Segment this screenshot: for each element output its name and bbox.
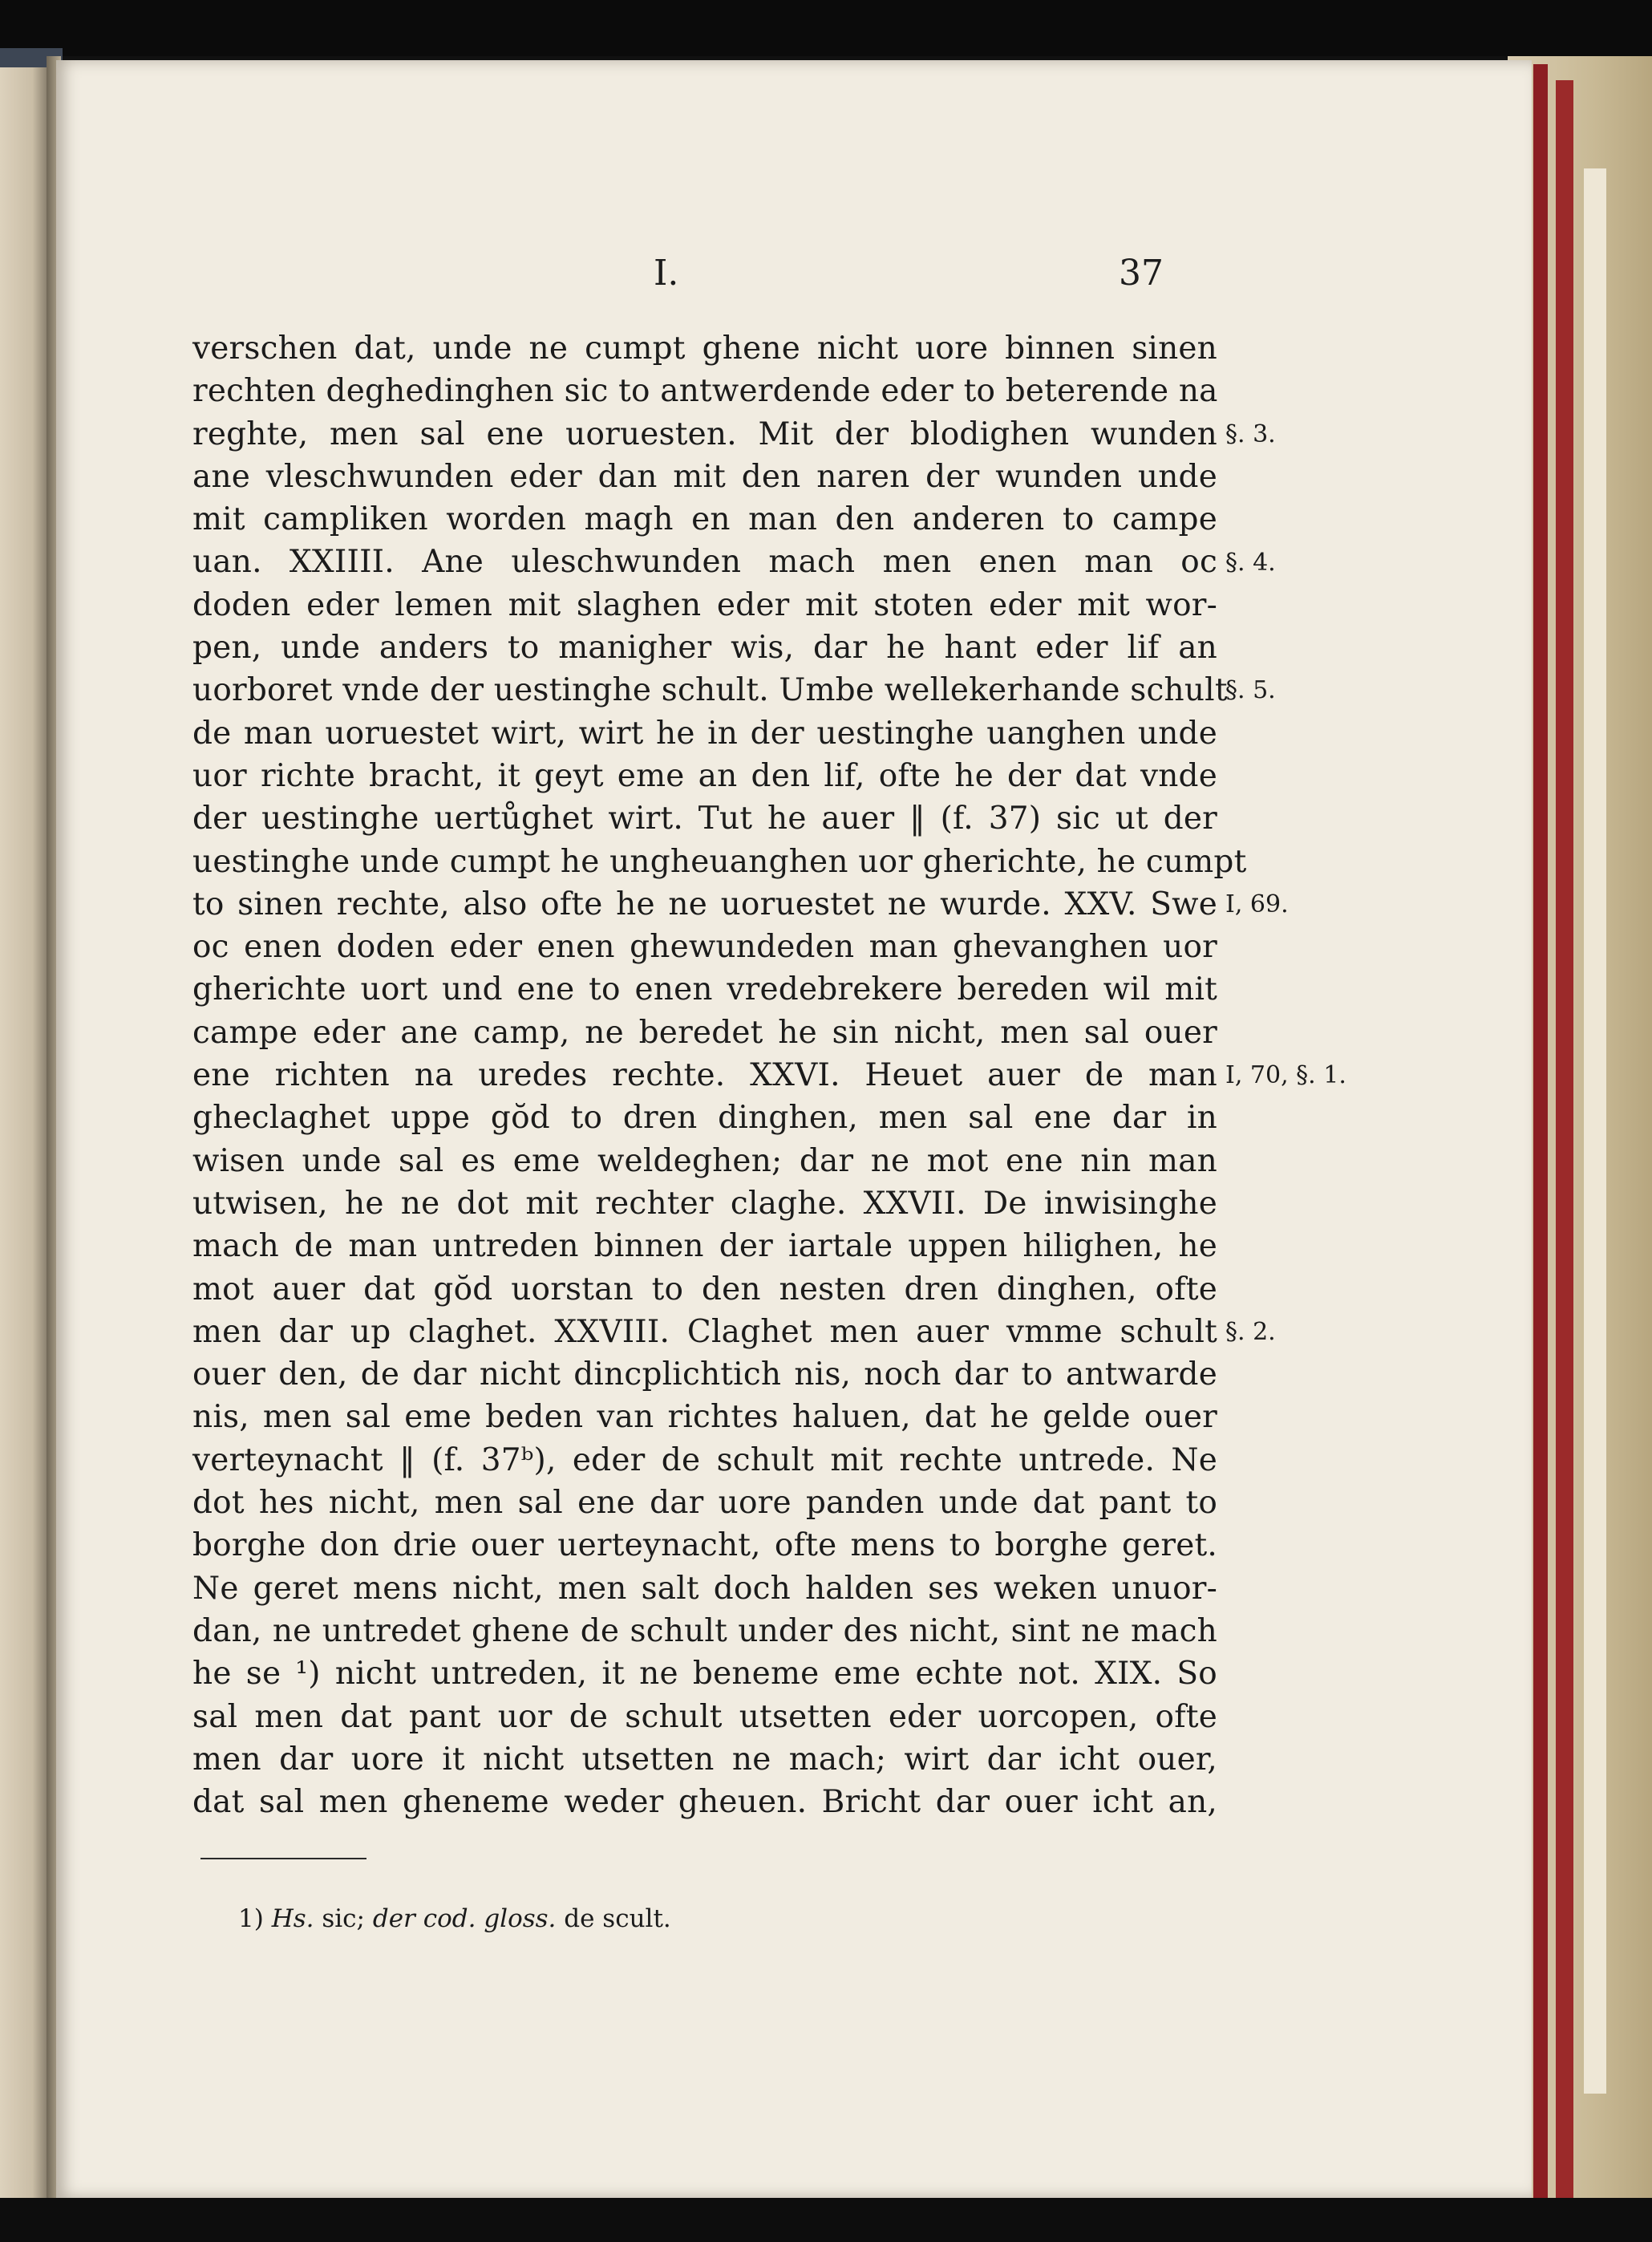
text-line: der uestinghe uertůghet wirt. Tut he auer ‖ (f. 37) sic ut der	[192, 801, 1217, 837]
margin-note: §. 3.	[1225, 420, 1276, 448]
footnote-text: de scult.	[564, 1904, 671, 1933]
text-line: pen, unde anders to manigher wis, dar he hant eder lif an	[192, 630, 1217, 667]
text-line: utwisen, he ne dot mit rechter claghe. XXVII. De inwisinghe	[192, 1185, 1217, 1222]
red-page-edges-outer	[1556, 80, 1573, 2198]
text-line: he se ¹) nicht untreden, it ne beneme eme echte not. XIX. So	[192, 1656, 1217, 1693]
text-line: sal men dat pant uor de schult utsetten eder uorcopen, ofte	[192, 1698, 1217, 1735]
text-line: mit campliken worden magh en man den anderen to campe	[192, 501, 1217, 538]
main-text-block	[192, 327, 1247, 1823]
margin-note: I, 69.	[1225, 890, 1289, 918]
footnote-cod: cod.	[423, 1904, 476, 1933]
loose-page-edge	[1584, 168, 1606, 2094]
footnote-der: der	[372, 1904, 415, 1933]
text-line: men dar up claghet. XXVIII. Claghet men auer vmme schult	[192, 1313, 1217, 1350]
text-line: uestinghe unde cumpt he ungheuanghen uor gherichte, he cumpt	[192, 843, 1247, 880]
footnote-rule	[200, 1858, 366, 1859]
text-line: dat sal men gheneme weder gheuen. Bricht dar ouer icht an,	[192, 1784, 1217, 1821]
text-line: ane vleschwunden eder dan mit den naren der wunden unde	[192, 458, 1217, 495]
page-number: 37	[1119, 253, 1164, 294]
text-line: ouer den, de dar nicht dincplichtich nis, noch dar to antwarde	[192, 1356, 1217, 1393]
text-line: mot auer dat gŏd uorstan to den nesten dren dinghen, ofte	[192, 1271, 1217, 1307]
text-line: uorboret vnde der uestinghe schult. Umbe wellekerhande schult	[192, 672, 1228, 709]
text-line: rechten deghedinghen sic to antwerdende eder to beterende na	[192, 373, 1218, 410]
text-line: men dar uore it nicht utsetten ne mach; wirt dar icht ouer,	[192, 1741, 1217, 1778]
running-header	[56, 253, 1532, 309]
text-line: de man uoruestet wirt, wirt he in der uestinghe uanghen unde	[192, 715, 1217, 752]
text-line: verteynacht ‖ (f. 37ᵇ), eder de schult mit rechte untrede. Ne	[192, 1441, 1217, 1478]
book-page	[56, 60, 1532, 2198]
red-page-edges	[1533, 64, 1548, 2206]
left-page-edge	[0, 48, 47, 2242]
text-line: campe eder ane camp, ne beredet he sin nicht, men sal ouer	[192, 1014, 1217, 1051]
footnote-marker: 1)	[238, 1904, 264, 1933]
text-line: wisen unde sal es eme weldeghen; dar ne mot ene nin man	[192, 1142, 1217, 1179]
text-line: oc enen doden eder enen ghewundeden man ghevanghen uor	[192, 929, 1217, 966]
text-line: verschen dat, unde ne cumpt ghene nicht uore binnen sinen	[192, 330, 1217, 367]
text-line: doden eder lemen mit slaghen eder mit stoten eder mit wor-	[192, 586, 1217, 623]
text-line: Ne geret mens nicht, men salt doch halden ses weken unuor-	[192, 1570, 1217, 1607]
text-line: uan. XXIIII. Ane uleschwunden mach men enen man oc	[192, 544, 1217, 581]
text-line: uor richte bracht, it geyt eme an den lif, ofte he der dat vnde	[192, 757, 1217, 794]
text-line: nis, men sal eme beden van richtes haluen, dat he gelde ouer	[192, 1399, 1217, 1436]
background-top	[0, 0, 1652, 56]
margin-note: §. 5.	[1225, 676, 1276, 705]
text-line: dan, ne untredet ghene de schult under des nicht, sint ne mach	[192, 1612, 1217, 1649]
text-line: mach de man untreden binnen der iartale uppen hilighen, he	[192, 1228, 1217, 1265]
text-line: borghe don drie ouer uerteynacht, ofte mens to borghe geret.	[192, 1527, 1217, 1564]
text-line: reghte, men sal ene uoruesten. Mit der blodighen wunden	[192, 416, 1217, 452]
footnote	[238, 1903, 671, 1935]
margin-note: §. 2.	[1225, 1317, 1276, 1346]
text-line: dot hes nicht, men sal ene dar uore panden unde dat pant to	[192, 1485, 1217, 1522]
margin-note: §. 4.	[1225, 548, 1276, 577]
text-line: gheclaghet uppe gŏd to dren dinghen, men sal ene dar in	[192, 1100, 1217, 1137]
background-bottom	[0, 2198, 1652, 2242]
footnote-sic: sic;	[322, 1904, 365, 1933]
text-line: gherichte uort und ene to enen vredebrekere bereden wil mit	[192, 971, 1217, 1008]
chapter-number: I.	[654, 253, 679, 294]
footnote-hs: Hs.	[271, 1904, 314, 1933]
footnote-gloss: gloss.	[484, 1904, 557, 1933]
text-line: ene richten na uredes rechte. XXVI. Heuet auer de man	[192, 1057, 1217, 1094]
text-line: to sinen rechte, also ofte he ne uoruestet ne wurde. XXV. Swe	[192, 886, 1217, 922]
margin-note: I, 70, §. 1.	[1225, 1061, 1346, 1090]
